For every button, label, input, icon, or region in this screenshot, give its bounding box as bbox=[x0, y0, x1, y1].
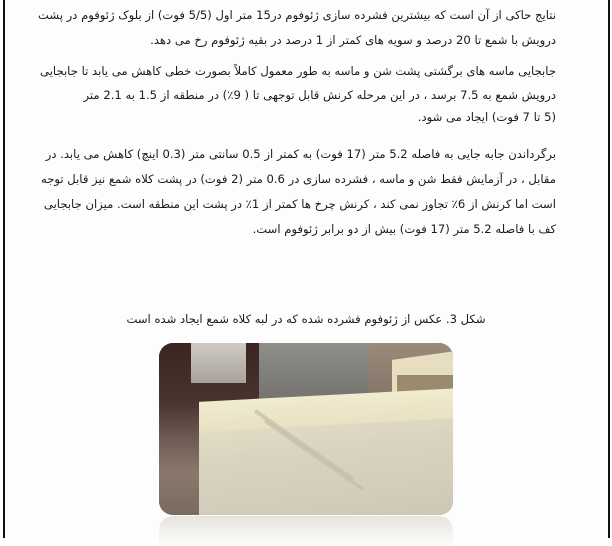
paragraph-line: است اما کرنش از 6٪ تجاوز نمی کند ، کرنش چرخ ها کمتر از 1٪ در پشت این منطقه است. میزان جابجایی bbox=[43, 197, 556, 211]
paragraph-line: (5 تا 7 فوت) ایجاد می شود. bbox=[417, 110, 556, 124]
paragraph-3 bbox=[41, 142, 556, 242]
paragraph-1 bbox=[37, 3, 556, 53]
paragraph-line: درویش شمع به 7.5 برسد ، در این مرحله کرنش قابل توجهی تا ( 9٪) در منطقه از 1.5 به 2.1 متر bbox=[83, 88, 556, 102]
paragraph-line: جابجایی ماسه های برگشتی پشت شن و ماسه به طور معمول کاملاً بصورت خطی کاهش می یابد تا جابجایی bbox=[40, 64, 556, 78]
photo-banner bbox=[191, 343, 246, 383]
paragraph-line: برگرداندن جابه جایی به فاصله 5.2 متر (17 فوت) به کمتر از 0.5 سانتی متر (0.3 اینچ) کاهش می یابد. در bbox=[45, 147, 556, 161]
figure-reflection bbox=[159, 516, 453, 546]
paragraph-2 bbox=[40, 59, 556, 128]
paragraph-line: مقابل ، در آزمایش فقط شن و ماسه ، فشرده سازی در 0.6 متر (2 فوت) در پشت کلاه شمع نیز قابل توجه bbox=[41, 172, 556, 186]
paragraph-line: نتایج حاکی از آن است که بیشترین فشرده سازی ژئوفوم در15 متر اول (5/5 فوت) از بلوک ژئوفوم در پشت bbox=[37, 8, 556, 22]
paragraph-line: کف با فاصله 5.2 متر (17 فوت) بیش از دو برابر ژئوفوم است. bbox=[252, 222, 556, 236]
figure-image-geofoam bbox=[159, 343, 453, 515]
paragraph-line: درویش با شمع تا 20 درصد و سویه های کمتر از 1 درصد در بقیه ژئوفوم رخ می دهد. bbox=[150, 33, 556, 47]
figure-caption: شکل 3. عکس از ژئوفوم فشرده شده که در لبه کلاه شمع ایجاد شده است bbox=[126, 312, 486, 326]
